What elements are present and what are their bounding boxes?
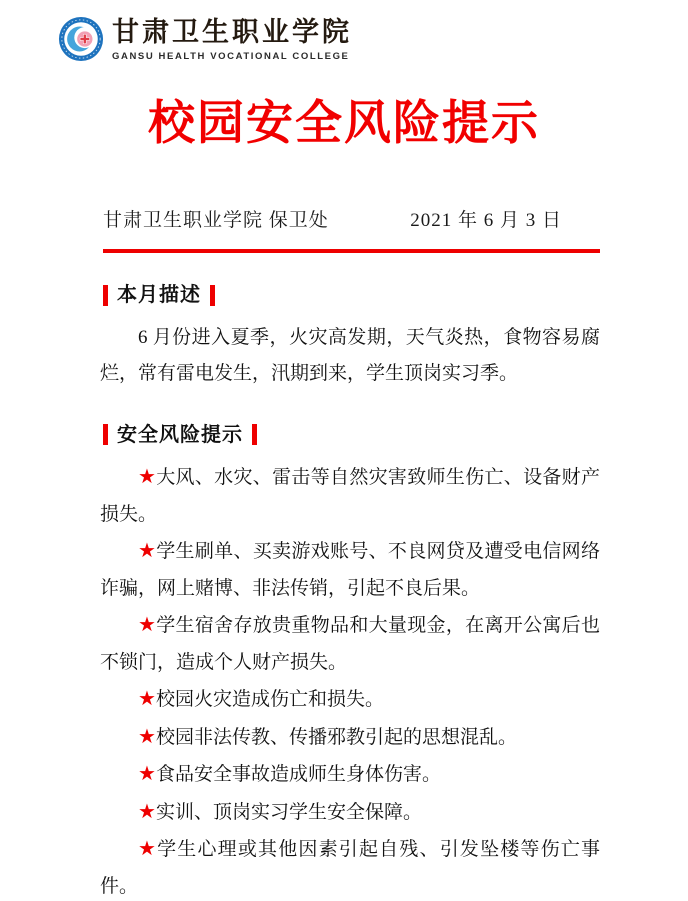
risk-item-text: 学生宿舍存放贵重物品和大量现金，在离开公寓后也不锁门，造成个人财产损失。	[100, 615, 600, 673]
college-name-zh: 甘肃卫生职业学院	[112, 17, 352, 47]
risk-item-text: 食品安全事故造成师生身体伤害。	[155, 764, 441, 786]
risk-list	[100, 459, 600, 901]
risk-item-text: 学生刷单、买卖游戏账号、不良网贷及遭受电信网络诈骗，网上赌博、非法传销，引起不良后果。	[100, 541, 600, 599]
star-icon: ★	[138, 688, 156, 711]
section-heading-month-label: 本月描述	[117, 284, 201, 307]
red-bar-icon	[210, 285, 215, 306]
star-icon: ★	[138, 540, 157, 563]
star-icon: ★	[138, 838, 158, 861]
byline	[103, 205, 600, 232]
star-icon: ★	[138, 466, 157, 489]
risk-item-text: 校园火灾造成伤亡和损失。	[155, 689, 384, 711]
byline-date: 2021 年 6 月 3 日	[410, 210, 562, 232]
college-header	[0, 0, 688, 62]
risk-item	[100, 719, 600, 757]
red-bar-icon	[103, 424, 108, 445]
star-icon: ★	[138, 763, 156, 786]
month-description-paragraph: 6 月份进入夏季，火灾高发期，天气炎热，食物容易腐烂，常有雷电发生，汛期到来，学生顶岗实习季。	[100, 326, 600, 385]
risk-item	[100, 533, 600, 607]
red-bar-icon	[252, 424, 257, 445]
divider-rule	[103, 249, 600, 253]
college-name-en: GANSU HEALTH VOCATIONAL COLLEGE	[112, 50, 350, 62]
risk-item	[100, 607, 600, 681]
section-heading-risk	[103, 417, 600, 454]
risk-item	[100, 459, 600, 533]
risk-item-text: 实训、顶岗实习学生安全保障。	[155, 801, 422, 823]
section-heading-risk-label: 安全风险提示	[117, 423, 243, 446]
risk-item-text: 校园非法传教、传播邪教引起的思想混乱。	[155, 726, 517, 748]
college-emblem-icon	[58, 16, 104, 62]
risk-item	[100, 756, 600, 794]
star-icon: ★	[138, 725, 156, 748]
risk-item	[100, 794, 600, 832]
page-title: 校园安全风险提示	[148, 98, 540, 150]
risk-item-text: 学生心理或其他因素引起自残、引发坠楼等伤亡事件。	[100, 839, 600, 897]
section-heading-month	[103, 277, 600, 314]
star-icon: ★	[138, 614, 157, 637]
risk-item-text: 大风、水灾、雷击等自然灾害致师生伤亡、设备财产损失。	[100, 467, 600, 525]
college-name-block	[112, 16, 352, 62]
risk-item	[100, 831, 600, 901]
risk-item	[100, 681, 600, 719]
red-bar-icon	[103, 285, 108, 306]
star-icon: ★	[138, 800, 156, 823]
byline-department: 甘肃卫生职业学院 保卫处	[103, 210, 329, 232]
document-body	[100, 277, 600, 901]
